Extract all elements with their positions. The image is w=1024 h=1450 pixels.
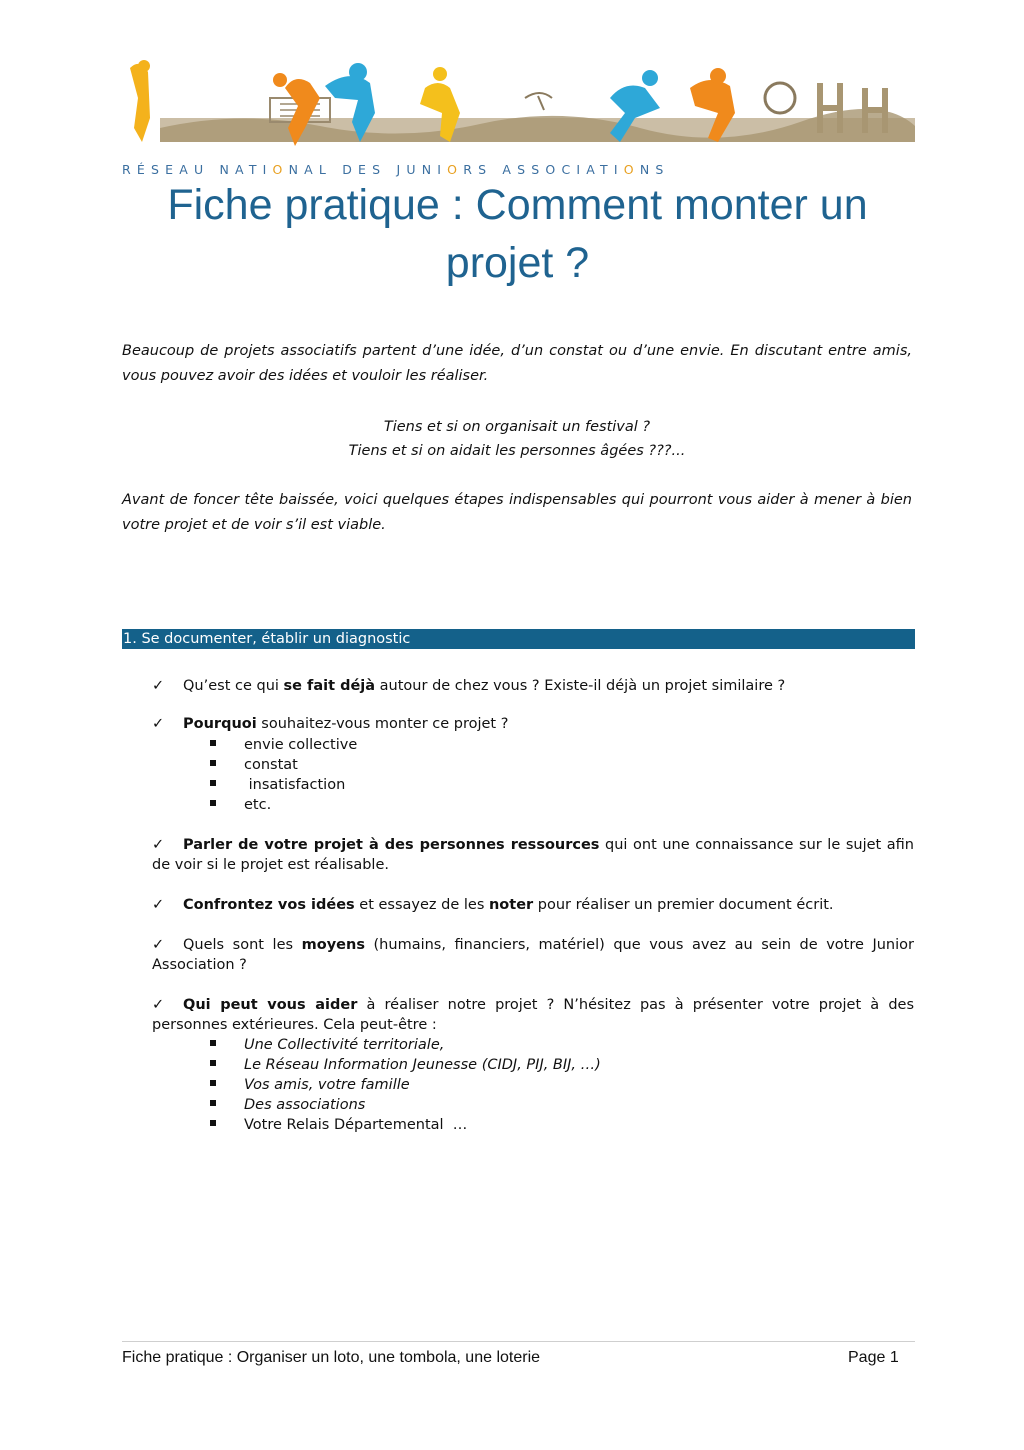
sub-list-item: etc. [210,795,271,815]
list-item: ✓ Pourquoi souhaitez-vous monter ce projet ? [152,716,509,732]
footer-divider [122,1341,915,1342]
check-icon: ✓ [152,678,165,694]
sub-list-item: Vos amis, votre famille [210,1075,410,1095]
square-bullet-icon [210,740,216,746]
check-icon: ✓ [152,716,165,732]
list-item: ✓ Parler de votre projet à des personnes ressources qui ont une connaissance sur le sujet afin de voir si le projet est réalisable. [152,837,914,873]
intro-question-2: Tiens et si on aidait les personnes âgées ???... [348,443,686,459]
square-bullet-icon [210,780,216,786]
intro-question-1: Tiens et si on organisait un festival ? [383,419,651,435]
banner-caption: RÉSEAU NATIONAL DES JUNIORS ASSOCIATIONS [122,162,670,177]
sub-list-item: Une Collectivité territoriale, [210,1035,444,1055]
square-bullet-icon [210,760,216,766]
list-item: ✓ Confrontez vos idées et essayez de les noter pour réaliser un premier document écrit. [152,897,834,913]
section-heading: 1. Se documenter, établir un diagnostic [122,629,915,649]
sub-list-item: envie collective [210,735,357,755]
page-title: Fiche pratique : Comment monter un projet ? [167,181,868,287]
banner-illustration [120,58,915,178]
list-item: ✓ Qu’est ce qui se fait déjà autour de chez vous ? Existe-il déjà un projet similaire ? [152,678,786,694]
check-icon: ✓ [152,897,165,913]
sub-list-item: Votre Relais Départemental … [210,1115,467,1135]
sub-list-item: constat [210,755,298,775]
square-bullet-icon [210,1100,216,1106]
intro-paragraph: Beaucoup de projets associatifs partent d’une idée, d’un constat ou d’une envie. En discutant entre amis, vous pouvez avoir des idées et vouloir les réaliser. [122,343,912,384]
footer-title: Fiche pratique : Organiser un loto, une tombola, une loterie [122,1349,541,1366]
list-item: ✓ Qui peut vous aider à réaliser notre projet ? N’hésitez pas à présenter votre projet à des personnes extérieures. Cela peut-être : [152,997,915,1033]
square-bullet-icon [210,1060,216,1066]
sub-list-item: insatisfaction [210,775,345,795]
check-icon: ✓ [152,837,165,853]
intro-paragraph-2: Avant de foncer tête baissée, voici quelques étapes indispensables qui pourront vous aider à mener à bien votre projet et de voir s’il est viable. [122,492,912,533]
check-icon: ✓ [152,997,165,1013]
list-item: ✓ Quels sont les moyens (humains, financiers, matériel) que vous avez au sein de votre Junior Association ? [152,937,914,973]
sub-list-item: Le Réseau Information Jeunesse (CIDJ, PIJ, BIJ, …) [210,1055,601,1075]
square-bullet-icon [210,1080,216,1086]
square-bullet-icon [210,1120,216,1126]
square-bullet-icon [210,800,216,806]
square-bullet-icon [210,1040,216,1046]
sub-list-item: Des associations [210,1095,365,1115]
page-number: Page 1 [848,1349,899,1366]
check-icon: ✓ [152,937,165,953]
